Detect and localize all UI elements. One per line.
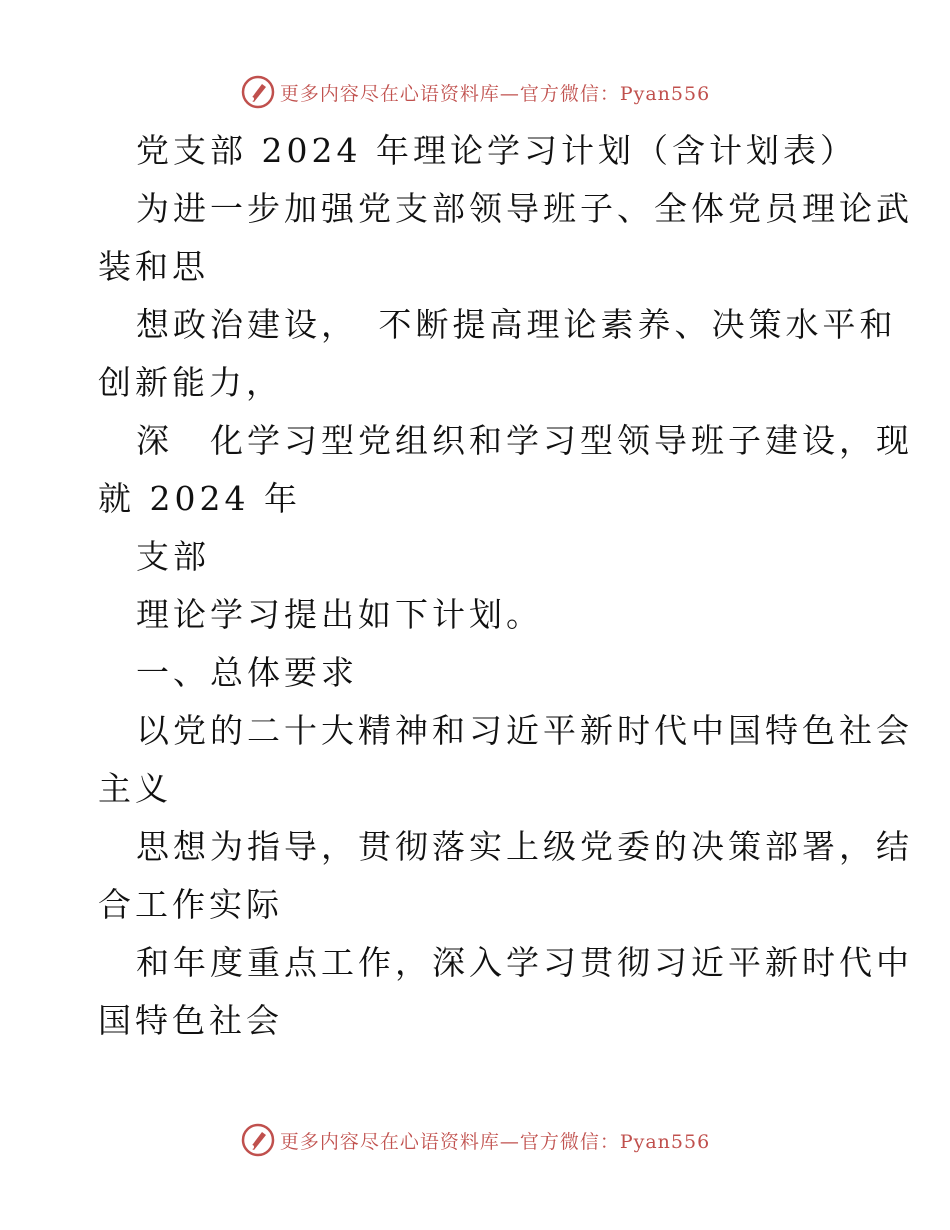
doc-title: 党支部 2024 年理论学习计划（含计划表）	[136, 131, 857, 170]
banner-slogan: 更多内容尽在心语资料库—官方微信：	[279, 82, 620, 105]
pen-nib-logo-icon	[240, 1122, 276, 1158]
section-heading: 一、总体要求	[136, 653, 358, 692]
doc-line: 想政治建设， 不断提高理论素养、决策水平和	[136, 305, 897, 344]
doc-line: 创新能力，	[98, 363, 283, 402]
doc-line: 深 化学习型党组织和学习型领导班子建设，现	[136, 421, 913, 460]
doc-line: 思想为指导，贯彻落实上级党委的决策部署，结	[136, 827, 913, 866]
doc-line: 装和思	[98, 247, 209, 286]
banner-text	[280, 1127, 710, 1154]
doc-line: 就 2024 年	[98, 479, 301, 518]
pen-nib-logo-icon	[240, 74, 276, 110]
banner-slogan: 更多内容尽在心语资料库—官方微信：	[279, 1130, 620, 1153]
doc-line: 支部	[136, 537, 210, 576]
doc-line: 合工作实际	[98, 885, 283, 924]
banner-wechat-id: Pyan556	[619, 1130, 711, 1153]
banner-text	[280, 79, 710, 106]
document-body	[98, 122, 913, 1050]
header-banner	[0, 72, 950, 112]
footer-banner	[0, 1120, 950, 1160]
doc-line: 主义	[98, 769, 172, 808]
doc-line: 和年度重点工作，深入学习贯彻习近平新时代中	[136, 943, 913, 982]
doc-line: 以党的二十大精神和习近平新时代中国特色社会	[136, 711, 913, 750]
doc-line: 国特色社会	[98, 1001, 283, 1040]
doc-line: 理论学习提出如下计划。	[136, 595, 543, 634]
doc-line: 为进一步加强党支部领导班子、全体党员理论武	[136, 189, 913, 228]
banner-wechat-id: Pyan556	[619, 82, 711, 105]
